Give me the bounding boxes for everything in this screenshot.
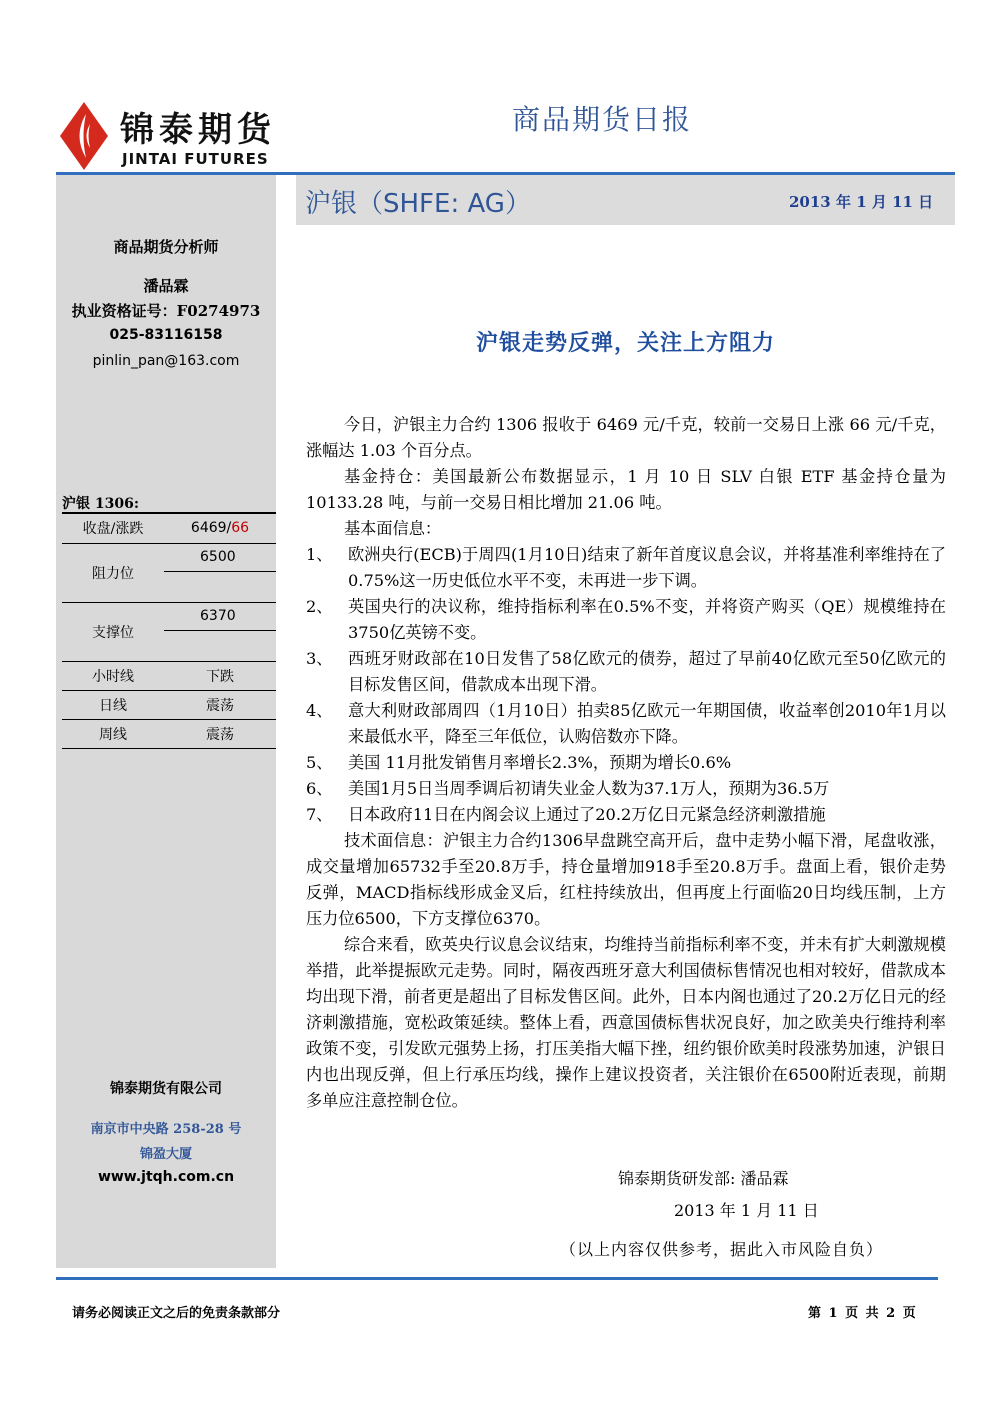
weekly-label: 周线 — [62, 719, 164, 748]
risk-disclaimer: （以上内容仅供参考，据此入市风险自负） — [560, 1240, 884, 1259]
company-name: 锦泰期货有限公司 — [110, 1081, 222, 1097]
stats-table-title: 沪银 1306: — [62, 496, 140, 512]
support-value: 6370 — [200, 607, 236, 624]
support-cell — [164, 602, 276, 661]
analyst-email: pinlin_pan@163.com — [92, 353, 240, 369]
list-item: 2、 英国央行的决议称，维持指标利率在0.5%不变，并将资产购买（QE）规模维持在3750亿英镑不变。 — [306, 597, 946, 642]
article-body — [306, 412, 946, 1114]
resistance-value: 6500 — [200, 548, 236, 565]
company-logo — [56, 98, 276, 174]
daily-value: 震荡 — [164, 690, 276, 719]
logo-chinese-name: 锦泰期货 — [120, 110, 276, 150]
paragraph-fund-holdings: 基金持仓：美国最新公布数据显示，1 月 10 日 SLV 白银 ETF 基金持仓量为 10133.28 吨，与前一交易日相比增加 21.06 吨。 — [306, 467, 946, 512]
analyst-license: 执业资格证号：F0274973 — [71, 302, 261, 320]
analyst-phone: 025-83116158 — [109, 327, 223, 343]
company-address-line2: 锦盈大厦 — [139, 1147, 192, 1162]
paragraph-summary: 综合来看，欧英央行议息会议结束，均维持当前指标利率不变，并未有扩大刺激规模举措，此举提振欧元走势。同时，隔夜西班牙意大利国债标售情况也相对较好，借款成本均出现下滑，前者更是超出了目标发售区间。此外，日本内阁也通过了20.2万亿日元的经济刺激措施，宽松政策延续。整体上看，西意国债标售状况良好，加之欧美央行维持利率政策不变，引发欧元强势上扬，打压美指大幅下挫，纽约银价欧美时段涨势加速，沪银日内也出现反弹，但上行承压均线，操作上建议投资者，关注银价在6500附近表现，前期多单应注意控制仓位。 — [306, 935, 946, 1110]
commodity-title: 沪银（SHFE: AG） — [305, 189, 531, 219]
footer-divider — [56, 1277, 938, 1280]
page-number: 第 1 页 共 2 页 — [808, 1306, 916, 1321]
close-change: 66 — [231, 520, 250, 537]
table-row — [62, 661, 276, 690]
table-row — [62, 602, 276, 661]
list-item: 1、 欧洲央行(ECB)于周四(1月10日)结束了新年首度议息会议，并将基准利率维持在了0.75%这一历史低位水平不变，未再进一步下调。 — [306, 545, 946, 590]
company-address-line1: 南京市中央路 258-28 号 — [90, 1122, 242, 1137]
jintai-logo-icon — [56, 98, 112, 174]
footer-disclaimer-notice: 请务必阅读正文之后的免责条款部分 — [72, 1306, 281, 1321]
signature-department: 锦泰期货研发部: 潘品霖 — [618, 1169, 789, 1188]
list-item: 3、 西班牙财政部在10日发售了58亿欧元的债券，超过了早前40亿欧元至50亿欧元的目标发售区间，借款成本出现下滑。 — [306, 649, 946, 694]
table-row — [62, 543, 276, 602]
paragraph-price: 今日，沪银主力合约 1306 报收于 6469 元/千克，较前一交易日上涨 66 元/千克，涨幅达 1.03 个百分点。 — [306, 415, 946, 460]
hourly-value: 下跌 — [164, 661, 276, 690]
weekly-value: 震荡 — [164, 719, 276, 748]
close-value-cell — [164, 514, 276, 543]
company-website[interactable]: www.jtqh.com.cn — [97, 1169, 235, 1185]
resistance-cell — [164, 543, 276, 602]
analyst-name: 潘品霖 — [143, 277, 189, 295]
table-row — [62, 514, 276, 543]
list-item: 6、 美国1月5日当周季调后初请失业金人数为37.1万人，预期为36.5万 — [306, 779, 830, 798]
analyst-label: 商品期货分析师 — [113, 238, 219, 256]
support-label: 支撑位 — [62, 602, 164, 661]
close-value: 6469/ — [190, 520, 232, 537]
table-row — [62, 719, 276, 748]
paragraph-technical: 技术面信息：沪银主力合约1306早盘跳空高开后，盘中走势小幅下滑，尾盘收涨，成交量增加65732手至20.8万手，持仓量增加918手至20.8万手。盘面上看，银价走势反弹，MACD指标线形成金叉后，红柱持续放出，但再度上行面临20日均线压制，上方压力位6500，下方支撑位6370。 — [306, 831, 946, 928]
table-row — [62, 690, 276, 719]
close-label: 收盘/涨跌 — [62, 514, 164, 543]
list-item: 7、 日本政府11日在内阁会议上通过了20.2万亿日元紧急经济刺激措施 — [306, 805, 826, 824]
paragraph-fundamentals-heading: 基本面信息： — [344, 519, 442, 538]
report-title: 商品期货日报 — [512, 103, 693, 136]
logo-english-name: JINTAI FUTURES — [122, 150, 269, 168]
list-item: 4、 意大利财政部周四（1月10日）拍卖85亿欧元一年期国债，收益率创2010年1月以来最低水平，降至三年低位，认购倍数亦下降。 — [306, 701, 946, 746]
stats-table — [62, 514, 276, 749]
report-date: 2013 年 1 月 11 日 — [789, 193, 934, 211]
hourly-label: 小时线 — [62, 661, 164, 690]
daily-label: 日线 — [62, 690, 164, 719]
resistance-label: 阻力位 — [62, 543, 164, 602]
article-headline: 沪银走势反弹，关注上方阻力 — [475, 330, 775, 356]
signature-date: 2013 年 1 月 11 日 — [674, 1201, 819, 1220]
list-item: 5、 美国 11月批发销售月率增长2.3%，预期为增长0.6% — [306, 753, 732, 772]
